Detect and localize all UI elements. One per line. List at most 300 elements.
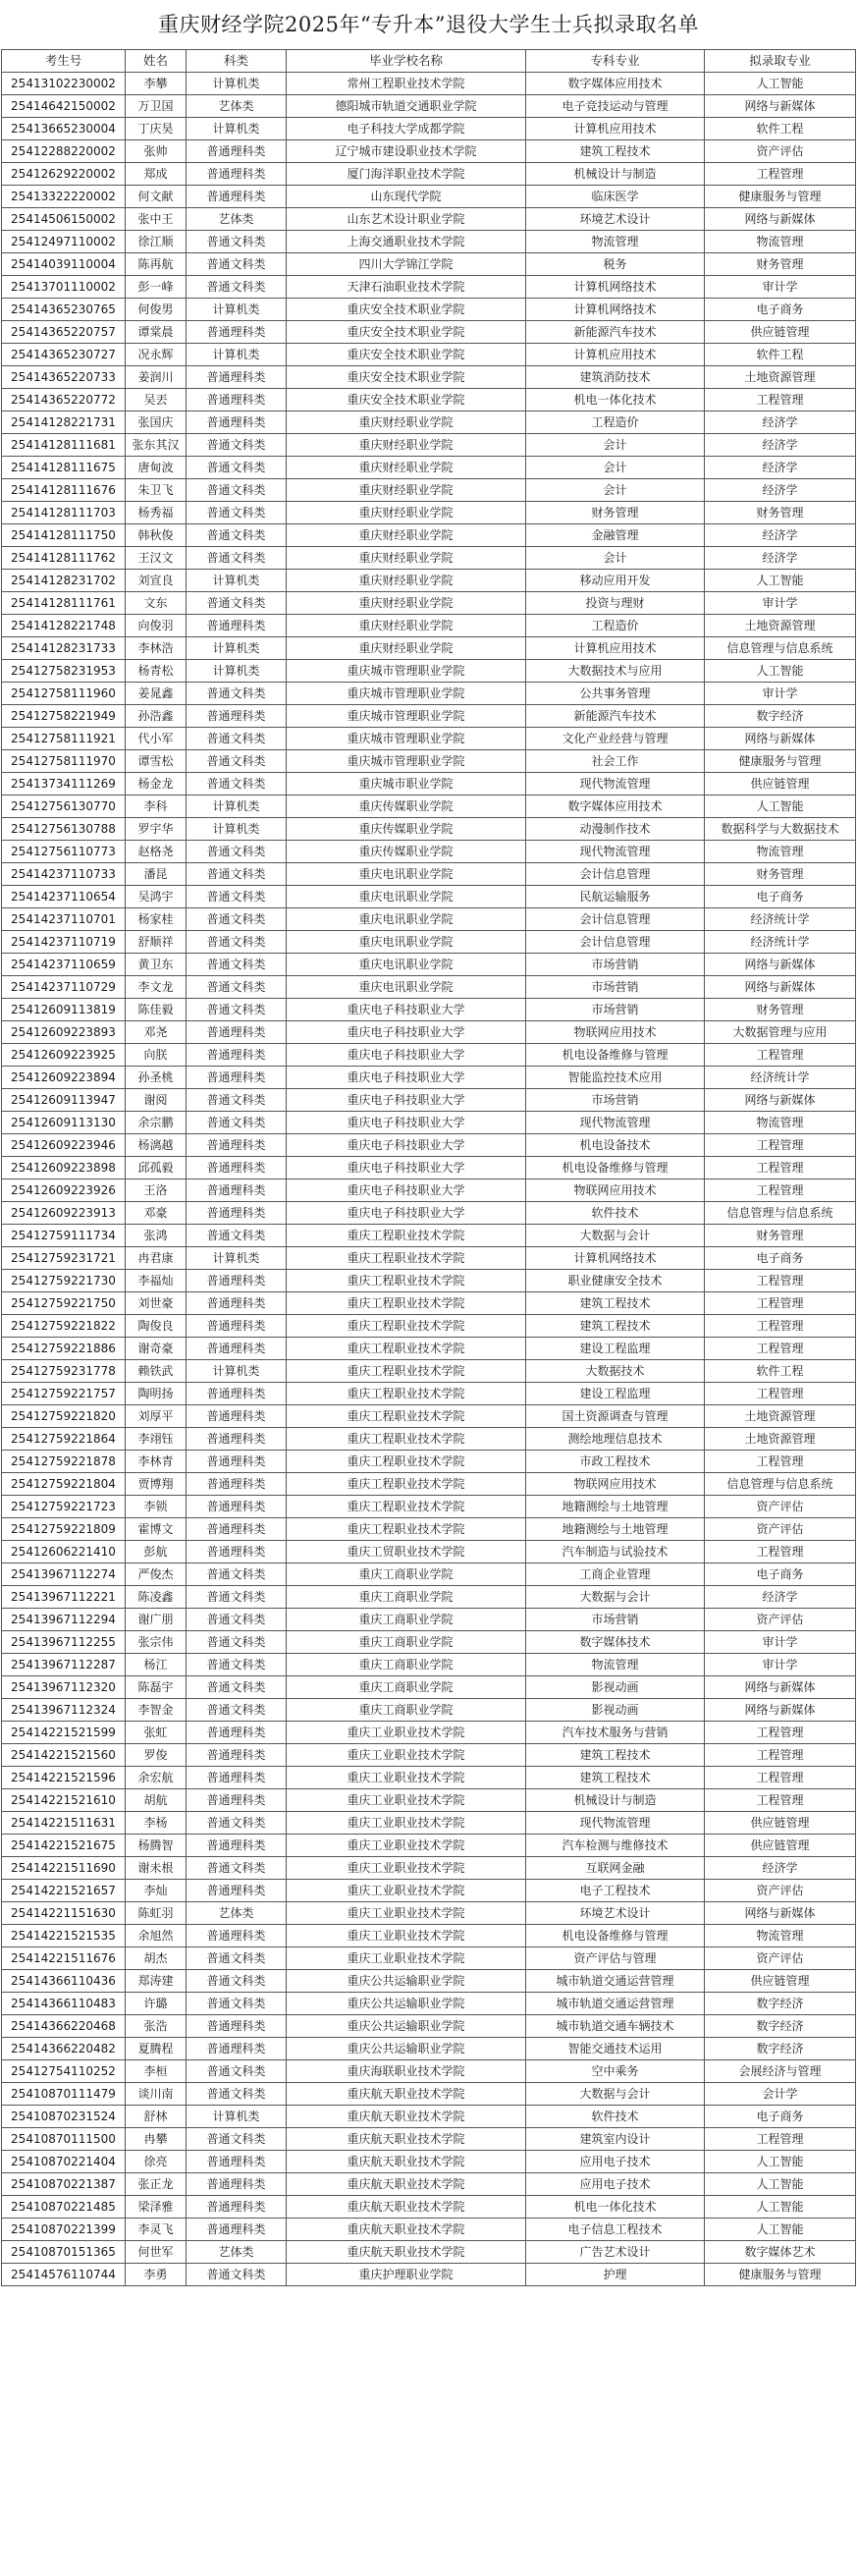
college-major-cell: 大数据与会计 bbox=[526, 1586, 705, 1609]
college-major-cell: 建设工程监理 bbox=[526, 1338, 705, 1360]
document-title: 重庆财经学院2025年“专升本”退役大学生士兵拟录取名单 bbox=[158, 13, 699, 36]
graduated-school-cell: 重庆财经职业学院 bbox=[287, 411, 526, 434]
exam-number-cell: 25414128111750 bbox=[2, 524, 126, 547]
graduated-school-cell: 重庆城市管理职业学院 bbox=[287, 705, 526, 728]
admitted-major-cell: 网络与新媒体 bbox=[705, 1902, 856, 1925]
table-row bbox=[2, 2173, 856, 2196]
subject-category-cell: 普通理科类 bbox=[187, 1338, 287, 1360]
exam-number-cell: 25414128231702 bbox=[2, 570, 126, 592]
subject-category-cell: 普通理科类 bbox=[187, 1292, 287, 1315]
subject-category-cell: 普通文科类 bbox=[187, 773, 287, 795]
college-major-cell: 工程造价 bbox=[526, 615, 705, 637]
admitted-major-cell: 物流管理 bbox=[705, 231, 856, 253]
exam-number-cell: 25414365220772 bbox=[2, 389, 126, 411]
admitted-major-cell: 健康服务与管理 bbox=[705, 2264, 856, 2286]
admitted-major-cell: 电子商务 bbox=[705, 1247, 856, 1270]
name-cell: 吴丟 bbox=[126, 389, 187, 411]
graduated-school-cell: 重庆工商职业学院 bbox=[287, 1631, 526, 1654]
graduated-school-cell: 常州工程职业技术学院 bbox=[287, 73, 526, 95]
table-row bbox=[2, 1067, 856, 1089]
exam-number-cell: 25412758111960 bbox=[2, 683, 126, 705]
graduated-school-cell: 重庆安全技术职业学院 bbox=[287, 299, 526, 321]
table-row bbox=[2, 1383, 856, 1405]
college-major-cell: 地籍测绘与土地管理 bbox=[526, 1518, 705, 1541]
name-cell: 张鸿 bbox=[126, 1225, 187, 1247]
subject-category-cell: 普通理科类 bbox=[187, 1202, 287, 1225]
graduated-school-cell: 重庆工业职业技术学院 bbox=[287, 1880, 526, 1902]
subject-category-cell: 普通理科类 bbox=[187, 1767, 287, 1789]
graduated-school-cell: 重庆财经职业学院 bbox=[287, 592, 526, 615]
admitted-major-cell: 网络与新媒体 bbox=[705, 976, 856, 999]
graduated-school-cell: 重庆工程职业技术学院 bbox=[287, 1360, 526, 1383]
table-row bbox=[2, 1586, 856, 1609]
admitted-major-cell: 人工智能 bbox=[705, 660, 856, 683]
table-header-row bbox=[2, 50, 856, 73]
exam-number-cell: 25412609113819 bbox=[2, 999, 126, 1021]
graduated-school-cell: 重庆城市管理职业学院 bbox=[287, 750, 526, 773]
college-major-cell: 大数据技术与应用 bbox=[526, 660, 705, 683]
name-cell: 罗宇华 bbox=[126, 818, 187, 841]
graduated-school-cell: 重庆航天职业技术学院 bbox=[287, 2196, 526, 2219]
table-row bbox=[2, 1202, 856, 1225]
name-cell: 杨金龙 bbox=[126, 773, 187, 795]
table-row bbox=[2, 1541, 856, 1563]
subject-category-cell: 普通文科类 bbox=[187, 1112, 287, 1134]
college-major-cell: 大数据与会计 bbox=[526, 2083, 705, 2106]
table-row bbox=[2, 1947, 856, 1970]
table-row bbox=[2, 999, 856, 1021]
college-major-cell: 会计信息管理 bbox=[526, 863, 705, 886]
subject-category-cell: 普通文科类 bbox=[187, 999, 287, 1021]
table-row bbox=[2, 908, 856, 931]
exam-number-cell: 25414576110744 bbox=[2, 2264, 126, 2286]
college-major-cell: 物流管理 bbox=[526, 1654, 705, 1676]
table-row bbox=[2, 2196, 856, 2219]
name-cell: 张东其汉 bbox=[126, 434, 187, 457]
subject-category-cell: 普通文科类 bbox=[187, 683, 287, 705]
table-row bbox=[2, 299, 856, 321]
table-body bbox=[2, 73, 856, 2286]
graduated-school-cell: 厦门海洋职业技术学院 bbox=[287, 163, 526, 186]
graduated-school-cell: 重庆航天职业技术学院 bbox=[287, 2128, 526, 2151]
name-cell: 徐江顺 bbox=[126, 231, 187, 253]
subject-category-cell: 普通文科类 bbox=[187, 1699, 287, 1722]
subject-category-cell: 普通文科类 bbox=[187, 886, 287, 908]
graduated-school-cell: 重庆航天职业技术学院 bbox=[287, 2083, 526, 2106]
name-cell: 孙浩鑫 bbox=[126, 705, 187, 728]
graduated-school-cell: 重庆工商职业学院 bbox=[287, 1586, 526, 1609]
exam-number-cell: 25412609223913 bbox=[2, 1202, 126, 1225]
graduated-school-cell: 重庆工业职业技术学院 bbox=[287, 1789, 526, 1812]
exam-number-cell: 25412756110773 bbox=[2, 841, 126, 863]
table-row bbox=[2, 276, 856, 299]
name-cell: 邓豪 bbox=[126, 1202, 187, 1225]
college-major-cell: 物流管理 bbox=[526, 231, 705, 253]
college-major-cell: 职业健康安全技术 bbox=[526, 1270, 705, 1292]
college-major-cell: 空中乘务 bbox=[526, 2060, 705, 2083]
admitted-major-cell: 土地资源管理 bbox=[705, 615, 856, 637]
subject-category-cell: 普通理科类 bbox=[187, 389, 287, 411]
college-major-cell: 国土资源调查与管理 bbox=[526, 1405, 705, 1428]
college-major-cell: 数字媒体技术 bbox=[526, 1631, 705, 1654]
admitted-major-cell: 工程管理 bbox=[705, 1383, 856, 1405]
admitted-major-cell: 网络与新媒体 bbox=[705, 1699, 856, 1722]
admitted-major-cell: 工程管理 bbox=[705, 163, 856, 186]
college-major-cell: 会计 bbox=[526, 547, 705, 570]
exam-number-cell: 25413967112221 bbox=[2, 1586, 126, 1609]
college-major-cell: 建筑工程技术 bbox=[526, 1292, 705, 1315]
table-row bbox=[2, 2241, 856, 2264]
exam-number-cell: 25414039110004 bbox=[2, 253, 126, 276]
graduated-school-cell: 辽宁城市建设职业技术学院 bbox=[287, 140, 526, 163]
admitted-major-cell: 工程管理 bbox=[705, 1541, 856, 1563]
subject-category-cell: 普通文科类 bbox=[187, 954, 287, 976]
table-row bbox=[2, 457, 856, 479]
name-cell: 邱孤毅 bbox=[126, 1157, 187, 1179]
college-major-cell: 建筑工程技术 bbox=[526, 140, 705, 163]
exam-number-cell: 25412609223898 bbox=[2, 1157, 126, 1179]
subject-category-cell: 普通理科类 bbox=[187, 321, 287, 344]
subject-category-cell: 普通理科类 bbox=[187, 1383, 287, 1405]
exam-number-cell: 25414366110436 bbox=[2, 1970, 126, 1993]
table-row bbox=[2, 1722, 856, 1744]
college-major-cell: 资产评估与管理 bbox=[526, 1947, 705, 1970]
exam-number-cell: 25414506150002 bbox=[2, 208, 126, 231]
college-major-cell: 智能监控技术应用 bbox=[526, 1067, 705, 1089]
graduated-school-cell: 重庆工程职业技术学院 bbox=[287, 1451, 526, 1473]
table-row bbox=[2, 1654, 856, 1676]
exam-number-cell: 25413967112255 bbox=[2, 1631, 126, 1654]
table-row bbox=[2, 818, 856, 841]
exam-number-cell: 25414366220482 bbox=[2, 2038, 126, 2060]
graduated-school-cell: 重庆公共运输职业学院 bbox=[287, 2015, 526, 2038]
college-major-cell: 计算机应用技术 bbox=[526, 118, 705, 140]
graduated-school-cell: 重庆工商职业学院 bbox=[287, 1609, 526, 1631]
exam-number-cell: 25412629220002 bbox=[2, 163, 126, 186]
graduated-school-cell: 重庆工程职业技术学院 bbox=[287, 1338, 526, 1360]
graduated-school-cell: 重庆财经职业学院 bbox=[287, 457, 526, 479]
subject-category-cell: 普通文科类 bbox=[187, 1563, 287, 1586]
graduated-school-cell: 重庆工程职业技术学院 bbox=[287, 1247, 526, 1270]
college-major-cell: 市政工程技术 bbox=[526, 1451, 705, 1473]
name-cell: 余宗鹏 bbox=[126, 1112, 187, 1134]
table-row bbox=[2, 2038, 856, 2060]
subject-category-cell: 普通文科类 bbox=[187, 592, 287, 615]
admitted-major-cell: 资产评估 bbox=[705, 1496, 856, 1518]
name-cell: 刘世豪 bbox=[126, 1292, 187, 1315]
subject-category-cell: 普通理科类 bbox=[187, 1541, 287, 1563]
table-row bbox=[2, 1473, 856, 1496]
table-row bbox=[2, 1225, 856, 1247]
graduated-school-cell: 重庆工业职业技术学院 bbox=[287, 1812, 526, 1835]
college-major-cell: 税务 bbox=[526, 253, 705, 276]
name-cell: 陈再航 bbox=[126, 253, 187, 276]
subject-category-cell: 艺体类 bbox=[187, 1902, 287, 1925]
exam-number-cell: 25412759221757 bbox=[2, 1383, 126, 1405]
graduated-school-cell: 重庆电子科技职业大学 bbox=[287, 1089, 526, 1112]
graduated-school-cell: 重庆财经职业学院 bbox=[287, 502, 526, 524]
subject-category-cell: 普通文科类 bbox=[187, 2060, 287, 2083]
name-cell: 况永辉 bbox=[126, 344, 187, 366]
graduated-school-cell: 重庆航天职业技术学院 bbox=[287, 2106, 526, 2128]
college-major-cell: 动漫制作技术 bbox=[526, 818, 705, 841]
college-major-cell: 汽车制造与试验技术 bbox=[526, 1541, 705, 1563]
subject-category-cell: 普通理科类 bbox=[187, 1179, 287, 1202]
college-major-cell: 会计 bbox=[526, 434, 705, 457]
exam-number-cell: 25412759221750 bbox=[2, 1292, 126, 1315]
admitted-major-cell: 软件工程 bbox=[705, 118, 856, 140]
name-cell: 李科 bbox=[126, 795, 187, 818]
admitted-major-cell: 经济统计学 bbox=[705, 908, 856, 931]
graduated-school-cell: 重庆传媒职业学院 bbox=[287, 795, 526, 818]
college-major-cell: 计算机应用技术 bbox=[526, 344, 705, 366]
exam-number-cell: 25414221511676 bbox=[2, 1947, 126, 1970]
header-subject-category: 科类 bbox=[187, 50, 287, 73]
admitted-major-cell: 人工智能 bbox=[705, 795, 856, 818]
college-major-cell: 建设工程监理 bbox=[526, 1383, 705, 1405]
graduated-school-cell: 重庆工程职业技术学院 bbox=[287, 1315, 526, 1338]
subject-category-cell: 普通文科类 bbox=[187, 1857, 287, 1880]
graduated-school-cell: 重庆工程职业技术学院 bbox=[287, 1225, 526, 1247]
graduated-school-cell: 重庆财经职业学院 bbox=[287, 547, 526, 570]
graduated-school-cell: 天津石油职业技术学院 bbox=[287, 276, 526, 299]
name-cell: 王洛 bbox=[126, 1179, 187, 1202]
name-cell: 张中王 bbox=[126, 208, 187, 231]
exam-number-cell: 25412609223946 bbox=[2, 1134, 126, 1157]
name-cell: 胡航 bbox=[126, 1789, 187, 1812]
graduated-school-cell: 重庆传媒职业学院 bbox=[287, 841, 526, 863]
name-cell: 李林浩 bbox=[126, 637, 187, 660]
table-row bbox=[2, 1880, 856, 1902]
graduated-school-cell: 重庆工程职业技术学院 bbox=[287, 1292, 526, 1315]
college-major-cell: 护理 bbox=[526, 2264, 705, 2286]
subject-category-cell: 普通理科类 bbox=[187, 1021, 287, 1044]
subject-category-cell: 普通文科类 bbox=[187, 524, 287, 547]
name-cell: 张国庆 bbox=[126, 411, 187, 434]
name-cell: 杨家桂 bbox=[126, 908, 187, 931]
exam-number-cell: 25410870221387 bbox=[2, 2173, 126, 2196]
college-major-cell: 机电设备维修与管理 bbox=[526, 1925, 705, 1947]
exam-number-cell: 25412759221822 bbox=[2, 1315, 126, 1338]
graduated-school-cell: 重庆电子科技职业大学 bbox=[287, 1067, 526, 1089]
table-row bbox=[2, 186, 856, 208]
college-major-cell: 软件技术 bbox=[526, 2106, 705, 2128]
exam-number-cell: 25410870111500 bbox=[2, 2128, 126, 2151]
college-major-cell: 临床医学 bbox=[526, 186, 705, 208]
table-row bbox=[2, 1699, 856, 1722]
admitted-major-cell: 资产评估 bbox=[705, 1880, 856, 1902]
subject-category-cell: 普通理科类 bbox=[187, 2219, 287, 2241]
exam-number-cell: 25412759221809 bbox=[2, 1518, 126, 1541]
table-row bbox=[2, 479, 856, 502]
admitted-major-cell: 工程管理 bbox=[705, 1292, 856, 1315]
table-row bbox=[2, 1676, 856, 1699]
subject-category-cell: 普通理科类 bbox=[187, 1157, 287, 1179]
subject-category-cell: 普通文科类 bbox=[187, 1631, 287, 1654]
exam-number-cell: 25414221521560 bbox=[2, 1744, 126, 1767]
table-row bbox=[2, 502, 856, 524]
admitted-major-cell: 网络与新媒体 bbox=[705, 728, 856, 750]
college-major-cell: 计算机应用技术 bbox=[526, 637, 705, 660]
admitted-major-cell: 数字经济 bbox=[705, 705, 856, 728]
name-cell: 李杨 bbox=[126, 1812, 187, 1835]
subject-category-cell: 普通文科类 bbox=[187, 1609, 287, 1631]
exam-number-cell: 25413967112294 bbox=[2, 1609, 126, 1631]
admitted-major-cell: 工程管理 bbox=[705, 1044, 856, 1067]
subject-category-cell: 普通文科类 bbox=[187, 253, 287, 276]
college-major-cell: 建筑室内设计 bbox=[526, 2128, 705, 2151]
college-major-cell: 会计 bbox=[526, 479, 705, 502]
table-row bbox=[2, 1835, 856, 1857]
graduated-school-cell: 重庆安全技术职业学院 bbox=[287, 321, 526, 344]
exam-number-cell: 25414128221748 bbox=[2, 615, 126, 637]
name-cell: 陈虹羽 bbox=[126, 1902, 187, 1925]
graduated-school-cell: 重庆工业职业技术学院 bbox=[287, 1902, 526, 1925]
admitted-major-cell: 经济学 bbox=[705, 524, 856, 547]
graduated-school-cell: 重庆航天职业技术学院 bbox=[287, 2241, 526, 2264]
exam-number-cell: 25413967112274 bbox=[2, 1563, 126, 1586]
graduated-school-cell: 重庆城市管理职业学院 bbox=[287, 728, 526, 750]
name-cell: 霍博文 bbox=[126, 1518, 187, 1541]
name-cell: 姜润川 bbox=[126, 366, 187, 389]
admitted-major-cell: 人工智能 bbox=[705, 2173, 856, 2196]
name-cell: 杨江 bbox=[126, 1654, 187, 1676]
graduated-school-cell: 重庆财经职业学院 bbox=[287, 570, 526, 592]
exam-number-cell: 25414221521675 bbox=[2, 1835, 126, 1857]
table-row bbox=[2, 750, 856, 773]
name-cell: 谢广朋 bbox=[126, 1609, 187, 1631]
college-major-cell: 投资与理财 bbox=[526, 592, 705, 615]
admitted-major-cell: 电子商务 bbox=[705, 2106, 856, 2128]
subject-category-cell: 普通理科类 bbox=[187, 2196, 287, 2219]
college-major-cell: 计算机网络技术 bbox=[526, 1247, 705, 1270]
graduated-school-cell: 重庆护理职业学院 bbox=[287, 2264, 526, 2286]
admitted-major-cell: 物流管理 bbox=[705, 1925, 856, 1947]
college-major-cell: 机械设计与制造 bbox=[526, 163, 705, 186]
table-row bbox=[2, 705, 856, 728]
table-row bbox=[2, 253, 856, 276]
admitted-major-cell: 经济统计学 bbox=[705, 931, 856, 954]
name-cell: 冉君康 bbox=[126, 1247, 187, 1270]
graduated-school-cell: 重庆工程职业技术学院 bbox=[287, 1383, 526, 1405]
subject-category-cell: 普通文科类 bbox=[187, 750, 287, 773]
subject-category-cell: 普通文科类 bbox=[187, 547, 287, 570]
name-cell: 向俊羽 bbox=[126, 615, 187, 637]
table-row bbox=[2, 547, 856, 570]
admitted-major-cell: 资产评估 bbox=[705, 1609, 856, 1631]
table-row bbox=[2, 344, 856, 366]
graduated-school-cell: 重庆城市管理职业学院 bbox=[287, 660, 526, 683]
admitted-major-cell: 工程管理 bbox=[705, 1767, 856, 1789]
college-major-cell: 大数据与会计 bbox=[526, 1225, 705, 1247]
exam-number-cell: 25414642150002 bbox=[2, 95, 126, 118]
table-row bbox=[2, 1021, 856, 1044]
admitted-major-cell: 健康服务与管理 bbox=[705, 186, 856, 208]
subject-category-cell: 普通理科类 bbox=[187, 140, 287, 163]
college-major-cell: 建筑消防技术 bbox=[526, 366, 705, 389]
college-major-cell: 汽车技术服务与营销 bbox=[526, 1722, 705, 1744]
subject-category-cell: 普通文科类 bbox=[187, 863, 287, 886]
exam-number-cell: 25413701110002 bbox=[2, 276, 126, 299]
admitted-major-cell: 工程管理 bbox=[705, 1451, 856, 1473]
table-row bbox=[2, 1925, 856, 1947]
name-cell: 杨腾智 bbox=[126, 1835, 187, 1857]
college-major-cell: 机电一体化技术 bbox=[526, 2196, 705, 2219]
subject-category-cell: 普通理科类 bbox=[187, 1270, 287, 1292]
admitted-major-cell: 供应链管理 bbox=[705, 1970, 856, 1993]
graduated-school-cell: 重庆工程职业技术学院 bbox=[287, 1518, 526, 1541]
table-row bbox=[2, 1789, 856, 1812]
table-row bbox=[2, 773, 856, 795]
graduated-school-cell: 重庆电讯职业学院 bbox=[287, 931, 526, 954]
name-cell: 赵格尧 bbox=[126, 841, 187, 863]
exam-number-cell: 25412759221886 bbox=[2, 1338, 126, 1360]
table-row bbox=[2, 1428, 856, 1451]
exam-number-cell: 25412759221878 bbox=[2, 1451, 126, 1473]
table-row bbox=[2, 1563, 856, 1586]
subject-category-cell: 普通理科类 bbox=[187, 1880, 287, 1902]
admitted-major-cell: 财务管理 bbox=[705, 1225, 856, 1247]
college-major-cell: 机电设备维修与管理 bbox=[526, 1044, 705, 1067]
header-college-major: 专科专业 bbox=[526, 50, 705, 73]
subject-category-cell: 普通理科类 bbox=[187, 1744, 287, 1767]
subject-category-cell: 普通文科类 bbox=[187, 1947, 287, 1970]
subject-category-cell: 普通理科类 bbox=[187, 615, 287, 637]
graduated-school-cell: 重庆工业职业技术学院 bbox=[287, 1722, 526, 1744]
name-cell: 梁泽雅 bbox=[126, 2196, 187, 2219]
exam-number-cell: 25413665230004 bbox=[2, 118, 126, 140]
exam-number-cell: 25414221521535 bbox=[2, 1925, 126, 1947]
graduated-school-cell: 四川大学锦江学院 bbox=[287, 253, 526, 276]
college-major-cell: 电子工程技术 bbox=[526, 1880, 705, 1902]
name-cell: 贾博翔 bbox=[126, 1473, 187, 1496]
name-cell: 邓尧 bbox=[126, 1021, 187, 1044]
subject-category-cell: 计算机类 bbox=[187, 570, 287, 592]
subject-category-cell: 计算机类 bbox=[187, 2106, 287, 2128]
name-cell: 张虹 bbox=[126, 1722, 187, 1744]
college-major-cell: 城市轨道交通车辆技术 bbox=[526, 2015, 705, 2038]
subject-category-cell: 普通文科类 bbox=[187, 1812, 287, 1835]
subject-category-cell: 计算机类 bbox=[187, 118, 287, 140]
graduated-school-cell: 重庆工业职业技术学院 bbox=[287, 1925, 526, 1947]
graduated-school-cell: 重庆电子科技职业大学 bbox=[287, 1202, 526, 1225]
name-cell: 陶明扬 bbox=[126, 1383, 187, 1405]
subject-category-cell: 普通理科类 bbox=[187, 1044, 287, 1067]
name-cell: 陈佳毅 bbox=[126, 999, 187, 1021]
graduated-school-cell: 重庆工业职业技术学院 bbox=[287, 1767, 526, 1789]
college-major-cell: 物联网应用技术 bbox=[526, 1473, 705, 1496]
table-row bbox=[2, 728, 856, 750]
admitted-major-cell: 人工智能 bbox=[705, 73, 856, 95]
exam-number-cell: 25413734111269 bbox=[2, 773, 126, 795]
exam-number-cell: 25412497110002 bbox=[2, 231, 126, 253]
subject-category-cell: 计算机类 bbox=[187, 299, 287, 321]
college-major-cell: 广告艺术设计 bbox=[526, 2241, 705, 2264]
admitted-major-cell: 软件工程 bbox=[705, 344, 856, 366]
graduated-school-cell: 电子科技大学成都学院 bbox=[287, 118, 526, 140]
college-major-cell: 建筑工程技术 bbox=[526, 1767, 705, 1789]
exam-number-cell: 25414237110729 bbox=[2, 976, 126, 999]
admitted-major-cell: 审计学 bbox=[705, 592, 856, 615]
name-cell: 李灵飞 bbox=[126, 2219, 187, 2241]
name-cell: 李锁 bbox=[126, 1496, 187, 1518]
admitted-major-cell: 审计学 bbox=[705, 1654, 856, 1676]
exam-number-cell: 25412756130788 bbox=[2, 818, 126, 841]
table-row bbox=[2, 1518, 856, 1541]
admitted-major-cell: 网络与新媒体 bbox=[705, 95, 856, 118]
name-cell: 杨秀福 bbox=[126, 502, 187, 524]
name-cell: 姜晁鑫 bbox=[126, 683, 187, 705]
